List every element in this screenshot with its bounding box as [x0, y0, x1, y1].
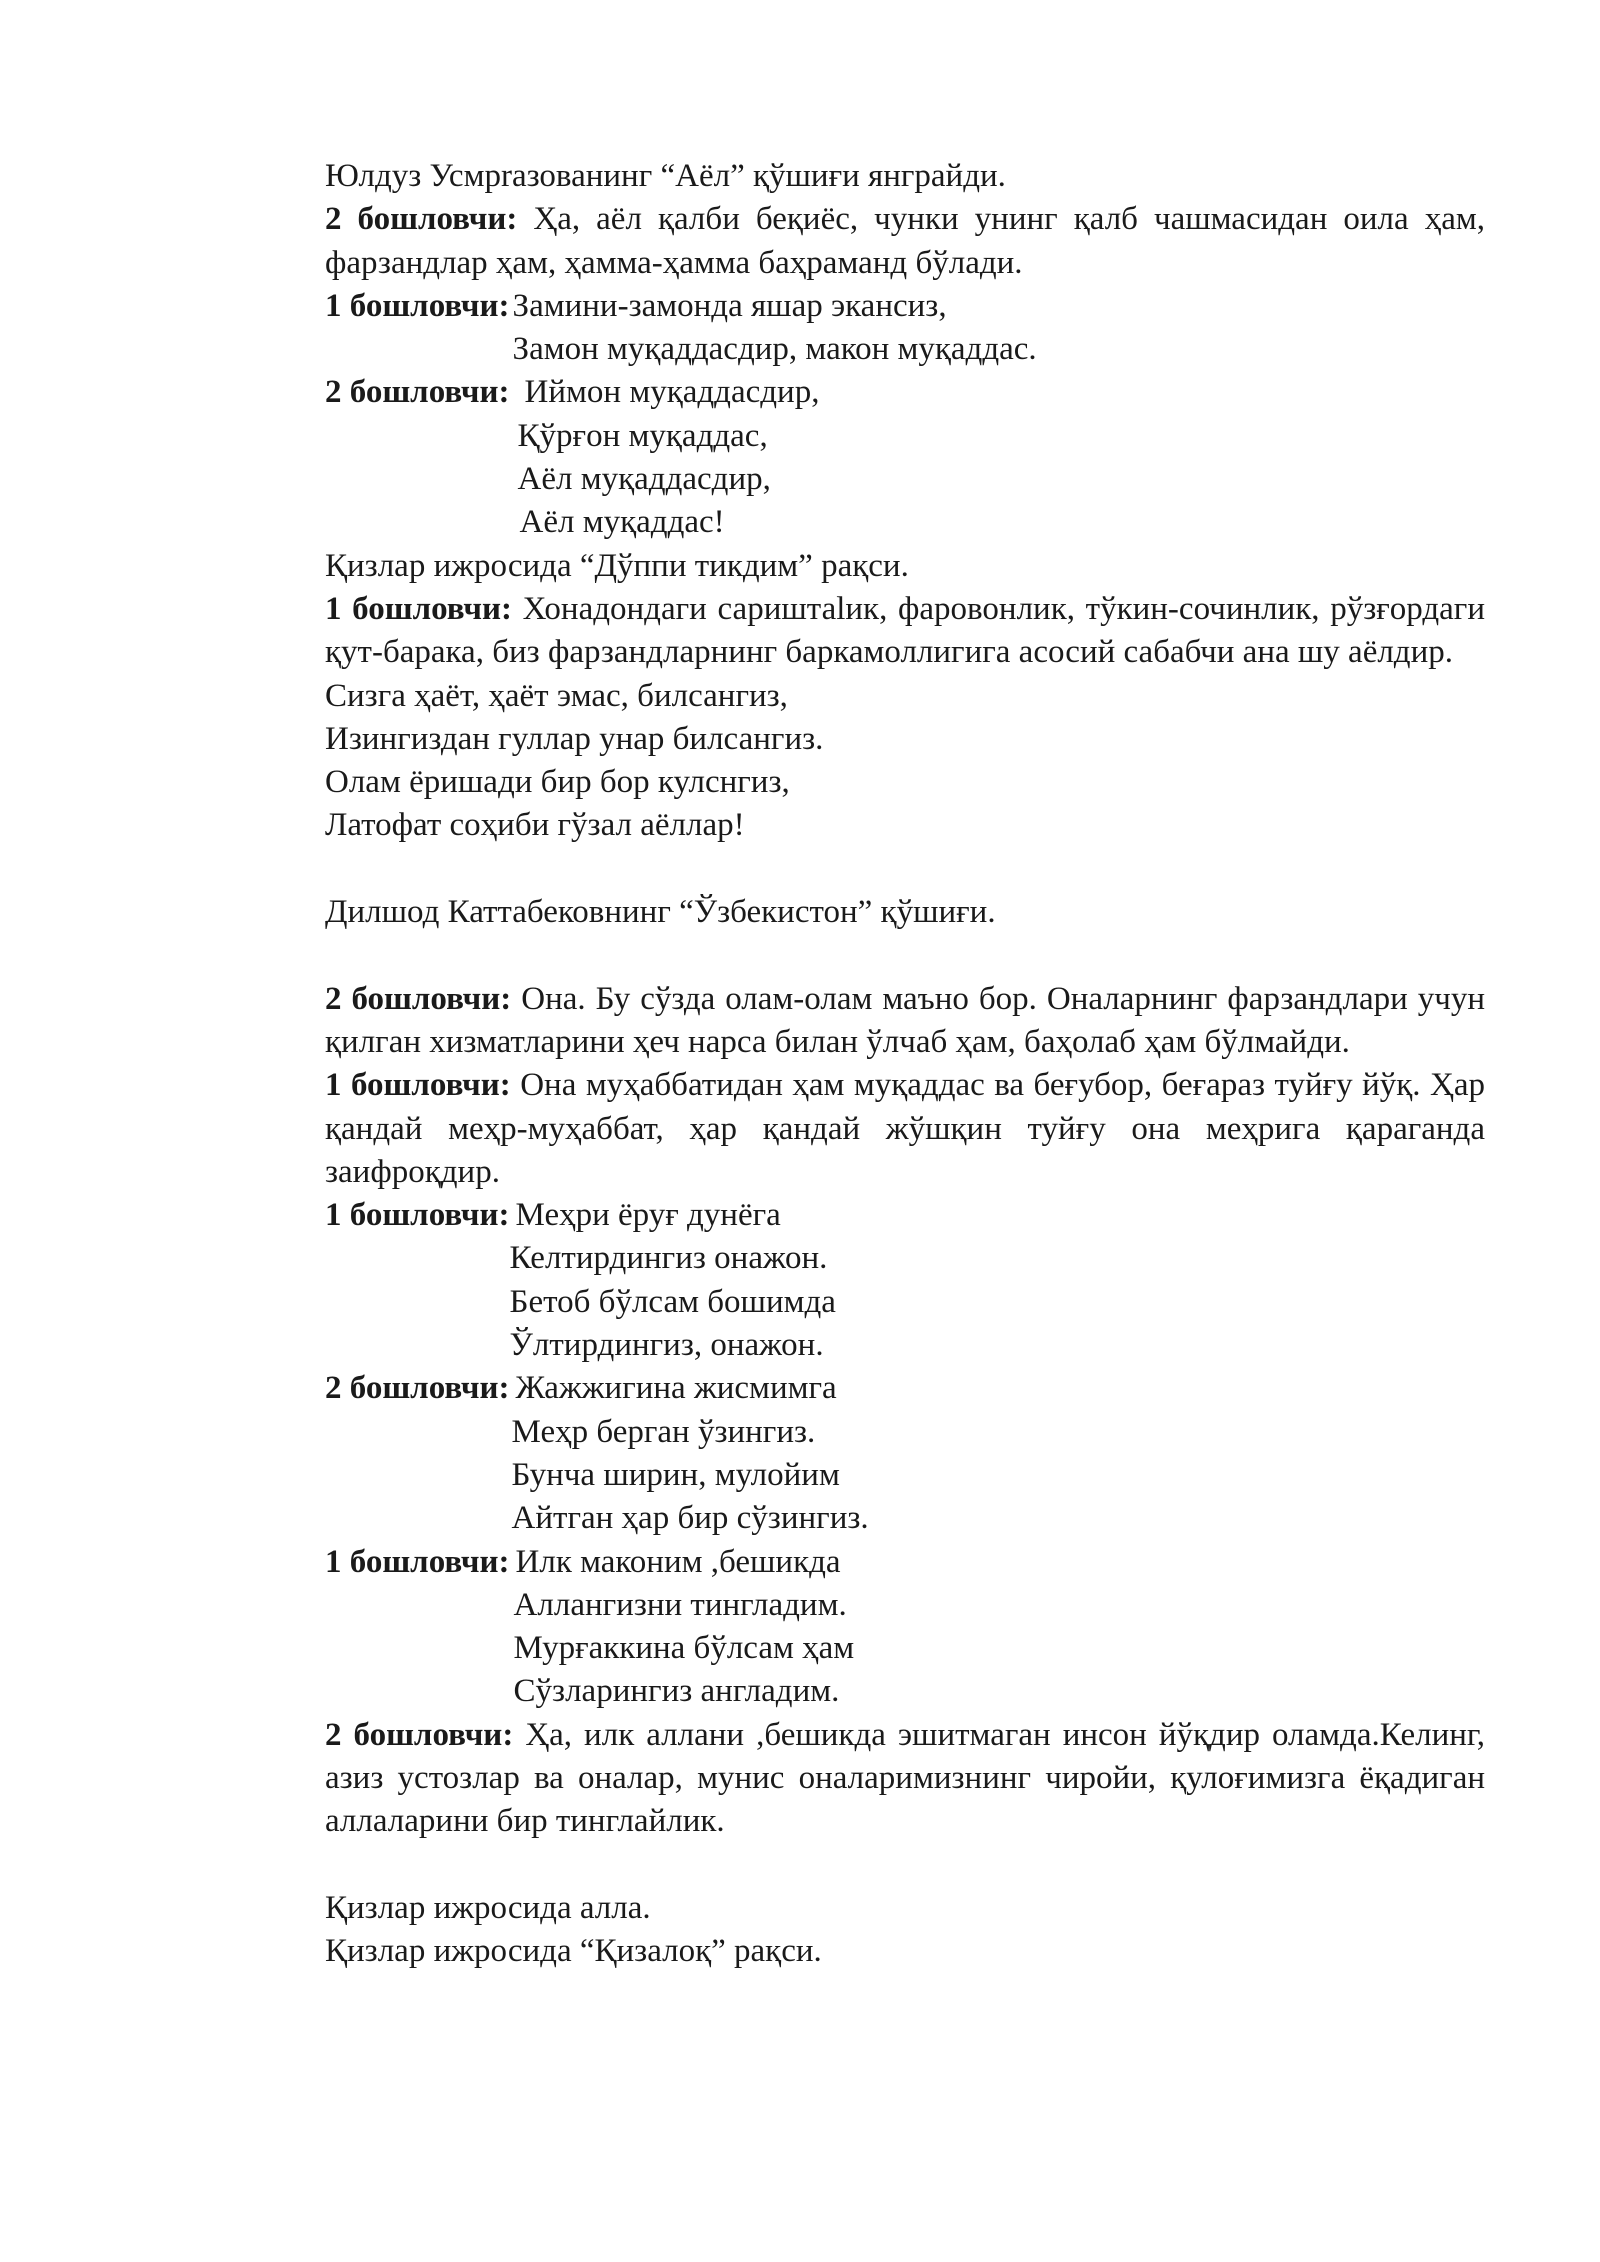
poem-line: Изингиздан гуллар унар билсангиз. — [325, 720, 824, 757]
verse-line: Келтирдингиз онажон. — [509, 1240, 828, 1277]
blank-line — [228, 1844, 1485, 1887]
verse-lines — [513, 285, 1037, 372]
verse-lines — [509, 1194, 836, 1367]
host-2-paragraph-3 — [228, 1714, 1485, 1844]
speaker-label: 1 бошловчи: — [325, 287, 510, 324]
verse-line: Бетоб бўлсам бошимда — [509, 1283, 836, 1320]
speaker-label: 2 бошловчи: — [325, 201, 518, 238]
verse-line: Илк маконим ,бешикда — [515, 1543, 841, 1580]
paragraph-text: Ҳа, илк аллани ,бешикда эшитмаган инсон йўқдир оламда.Келинг, азиз устозлар ва оналар, мунис оналаримизнинг чиройи, қулоғимизга ёқадиган аллаларини бир тинглайлик. — [325, 1716, 1485, 1840]
verse-line: Бунча ширин, мулойим — [511, 1456, 840, 1493]
host-1-verse-1 — [228, 285, 1485, 372]
verse-line: Аёл муқаддасдир, — [517, 461, 771, 498]
poem-line: Олам ёришади бир бор кулснгиз, — [325, 764, 790, 801]
verse-lines — [511, 1367, 869, 1540]
speaker-label: 2 бошловчи: — [325, 1716, 514, 1753]
poem-line: Сизга ҳаёт, ҳаёт эмас, билсангиз, — [325, 677, 788, 714]
verse-line: Аллангизни тингладим. — [513, 1586, 847, 1623]
paragraph-text: Она. Бу сўзда олам-олам маъно бор. Оналарнинг фарзандлари учун қилган хизматларини ҳеч нарса билан ўлчаб ҳам, баҳолаб ҳам бўлмайди. — [325, 980, 1485, 1060]
document-body — [228, 155, 1485, 1973]
verse-lines — [517, 371, 820, 544]
host-1-paragraph-1 — [228, 588, 1485, 675]
verse-line: Замон муқаддасдир, макон муқаддас. — [512, 331, 1037, 368]
poem-line: Латофат соҳиби гўзал аёллар! — [325, 807, 745, 844]
paragraph-text: Ҳа, аёл қалби беқиёс, чунки унинг қалб чашмасидан оила ҳам, фарзандлар ҳам, ҳамма-ҳамма баҳраманд бўлади. — [325, 201, 1485, 281]
verse-line: Сўзларингиз англадим. — [513, 1673, 840, 1710]
verse-line: Замини-замонда яшар экансиз, — [512, 287, 947, 324]
verse-line: Меҳр берган ўзингиз. — [511, 1413, 816, 1450]
speaker-label: 2 бошловчи: — [325, 374, 510, 411]
lullaby-announcement: Қизлар ижросида алла. — [325, 1889, 651, 1926]
host-2-verse-1 — [228, 371, 1485, 544]
dance-announcement-2: Қизлар ижросида “Қизалоқ” рақси. — [325, 1933, 822, 1970]
song-announcement-2: Дилшод Каттабековнинг “Ўзбекистон” қўшиғи. — [325, 894, 996, 931]
host-2-paragraph-1 — [228, 198, 1485, 285]
host-2-paragraph-2 — [228, 978, 1485, 1065]
speaker-label: 1 бошловчи: — [325, 1067, 511, 1104]
dance-announcement-1: Қизлар ижросида “Дўппи тикдим” рақси. — [325, 547, 909, 584]
verse-line: Аёл муқаддас! — [519, 504, 725, 541]
song-announcement-1: Юлдуз Усмpraзованинг “Аёл” қўшиғи янграйди. — [325, 158, 1006, 194]
verse-line: Меҳри ёруғ дунёга — [515, 1197, 781, 1234]
paragraph-text: Она муҳаббатидан ҳам муқаддас ва беғубор, беғараз туйғу йўқ. Ҳар қандай меҳр-муҳаббат, ҳар қандай жўшқин туйғу она меҳрига қараганда заифроқдир. — [325, 1067, 1486, 1190]
verse-lines — [513, 1541, 855, 1714]
speaker-label: 2 бошловчи: — [325, 980, 512, 1017]
speaker-label: 2 бошловчи: — [325, 1370, 510, 1407]
verse-line: Ўлтирдингиз, онажон. — [509, 1327, 824, 1364]
host-1-verse-2 — [228, 1194, 1485, 1367]
blank-line — [228, 848, 1485, 891]
speaker-label: 1 бошловчи: — [325, 1543, 510, 1580]
verse-line: Айтган ҳар бир сўзингиз. — [511, 1500, 869, 1537]
host-1-verse-3 — [228, 1541, 1485, 1714]
verse-line: Жажжигина жисмимга — [515, 1370, 837, 1407]
speaker-label: 1 бошловчи: — [325, 1197, 510, 1234]
verse-line: Қўрғон муқаддас, — [517, 417, 768, 454]
host-2-verse-2 — [228, 1367, 1485, 1540]
verse-line: Мурғаккина бўлсам ҳам — [513, 1630, 855, 1667]
host-1-paragraph-2 — [228, 1064, 1485, 1194]
paragraph-text: Хонадондаги сариштаlик, фаровонлик, тўкин-сочинлик, рўзғордаги қут-барака, биз фарзандларнинг баркамоллигига асосий сабабчи ана шу аёлдир. — [325, 590, 1485, 671]
speaker-label: 1 бошловчи: — [325, 590, 512, 627]
blank-line — [228, 934, 1485, 977]
verse-line: Иймон муқаддасдир, — [524, 374, 820, 411]
